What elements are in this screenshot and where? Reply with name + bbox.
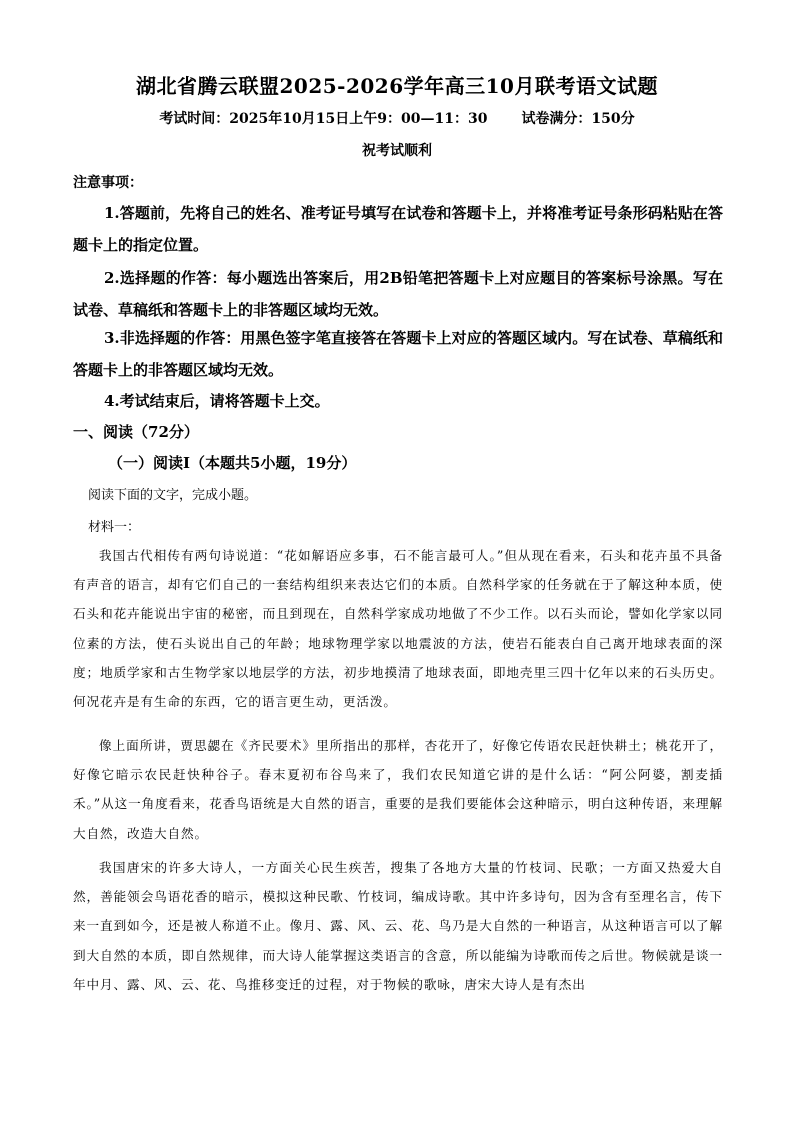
section-heading: 一、阅读（72分）	[73, 423, 199, 441]
page-title: 湖北省腾云联盟2025-2026学年高三10月联考语文试题	[136, 74, 658, 98]
material-paragraph: 我国古代相传有两句诗说道：“花如解语应多事，石不能言最可人。”但从现在看来，石头和花卉虽不具备有声音的语言，却有它们自己的一套结构组织来表达它们的本质。自然科学家的任务就在于了解这种本质，使石头和花卉能说出宇宙的秘密，而且到现在，自然科学家成功地做了不少工作。以石头而论，譬如化学家以同位素的方法，使石头说出自己的年龄；地球物理学家以地震波的方法，使岩石能表白自己离开地球表面的深度；地质学家和古生物学家以地层学的方法，初步地摸清了地球表面，即地壳里三四十亿年以来的石头历史。何况花卉是有生命的东西，它的语言更生动，更活泼。	[73, 548, 723, 710]
note-item: 4.考试结束后，请将答题卡上交。	[104, 392, 330, 410]
full-score: 试卷满分：150分	[521, 111, 635, 127]
note-item: 1.答题前，先将自己的姓名、准考证号填写在试卷和答题卡上，并将准考证号条形码粘贴在答题卡上的指定位置。	[73, 204, 723, 254]
reading-instruction: 阅读下面的文字，完成小题。	[88, 488, 258, 503]
subsection-heading: （一）阅读Ⅰ（本题共5小题，19分）	[108, 454, 357, 472]
material-paragraph: 像上面所讲，贾思勰在《齐民要术》里所指出的那样，杏花开了，好像它传语农民赶快耕土；桃花开了，好像它暗示农民赶快种谷子。春末夏初布谷鸟来了，我们农民知道它讲的是什么话：“阿公阿婆，割麦插禾。”从这一角度看来，花香鸟语统是大自然的语言，重要的是我们要能体会这种暗示，明白这种传语，来理解大自然，改造大自然。	[73, 738, 723, 841]
note-item: 3.非选择题的作答：用黑色签字笔直接答在答题卡上对应的答题区域内。写在试卷、草稿纸和答题卡上的非答题区域均无效。	[73, 329, 723, 379]
exam-time: 考试时间：2025年10月15日上午9：00—11：30	[159, 111, 488, 127]
material-label: 材料一：	[88, 520, 141, 535]
good-luck-text: 祝考试顺利	[362, 143, 432, 159]
notes-heading: 注意事项：	[73, 175, 143, 191]
material-paragraph: 我国唐宋的许多大诗人，一方面关心民生疾苦，搜集了各地方大量的竹枝词、民歌；一方面又热爱大自然，善能领会鸟语花香的暗示，模拟这种民歌、竹枝词，编成诗歌。其中许多诗句，因为含有至理名言，传下来一直到如今，还是被人称道不止。像月、露、风、云、花、鸟乃是大自然的一种语言，从这种语言可以了解到大自然的本质，即自然规律，而大诗人能掌握这类语言的含意，所以能编为诗歌而传之后世。物候就是谈一年中月、露、风、云、花、鸟推移变迁的过程，对于物候的歌咏，唐宋大诗人是有杰出	[73, 860, 723, 992]
note-item: 2.选择题的作答：每小题选出答案后，用2B铅笔把答题卡上对应题目的答案标号涂黑。写在试卷、草稿纸和答题卡上的非答题区域均无效。	[73, 269, 723, 319]
exam-info	[0, 108, 794, 128]
